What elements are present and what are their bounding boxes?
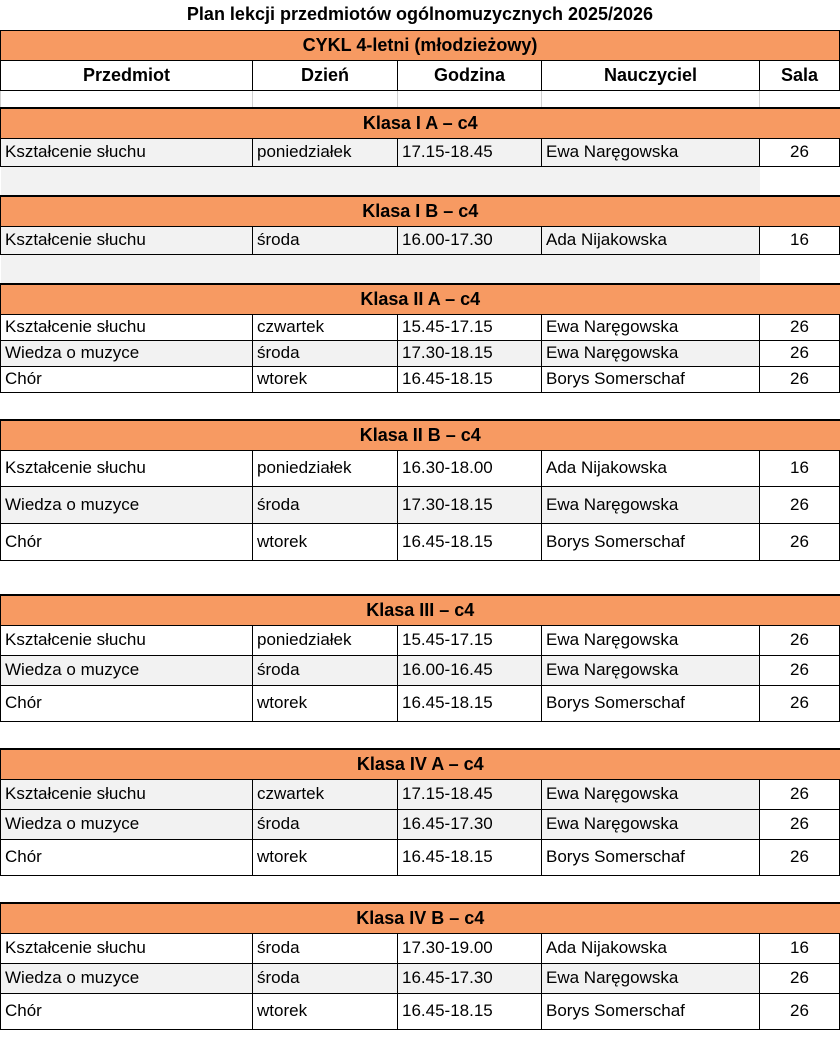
cell-subject: Kształcenie słuchu [1,625,253,655]
cell-subject: Wiedza o muzyce [1,340,253,366]
cell-time: 16.30-18.00 [398,450,542,486]
cell-day: środa [253,340,398,366]
class-header-row [1,749,840,779]
cell-day: wtorek [253,839,398,875]
spacer-cell [542,392,760,420]
cell-room: 26 [760,685,840,721]
spacer-cell [542,90,760,108]
cell-subject: Wiedza o muzyce [1,655,253,685]
class-header-row [1,903,840,933]
spacer-cell [398,721,542,749]
cell-subject: Kształcenie słuchu [1,450,253,486]
cell-day: środa [253,226,398,254]
class-header-row [1,196,840,226]
cell-teacher: Ewa Naręgowska [542,625,760,655]
cell-teacher: Ada Nijakowska [542,226,760,254]
cell-time: 15.45-17.15 [398,625,542,655]
cell-day: środa [253,933,398,963]
cell-subject: Kształcenie słuchu [1,226,253,254]
spacer-cell [398,90,542,108]
table-row [1,655,840,685]
cell-day: środa [253,963,398,993]
spacer-cell [760,560,840,595]
cell-time: 17.30-19.00 [398,933,542,963]
cell-room: 26 [760,138,840,166]
table-row [1,933,840,963]
spacer-cell [760,721,840,749]
spacer-cell [1,560,253,595]
cell-room: 26 [760,655,840,685]
spacer-cell [542,254,760,284]
spacer-cell [253,90,398,108]
class-name: Klasa I B – c4 [1,196,840,226]
table-row [1,523,840,560]
spacer-cell [253,875,398,903]
cell-subject: Chór [1,993,253,1029]
spacer-cell [253,560,398,595]
spacer-cell [253,392,398,420]
cell-room: 26 [760,314,840,340]
table-row [1,963,840,993]
cell-room: 26 [760,809,840,839]
spacer-cell [398,254,542,284]
spacer-cell [253,721,398,749]
cell-time: 16.45-18.15 [398,993,542,1029]
cell-teacher: Borys Somerschaf [542,366,760,392]
cell-day: poniedziałek [253,450,398,486]
cell-day: poniedziałek [253,625,398,655]
cell-teacher: Ewa Naręgowska [542,655,760,685]
cell-teacher: Ewa Naręgowska [542,486,760,523]
cell-day: poniedziałek [253,138,398,166]
cell-teacher: Borys Somerschaf [542,839,760,875]
cell-time: 16.45-18.15 [398,366,542,392]
cell-room: 26 [760,340,840,366]
cell-subject: Kształcenie słuchu [1,933,253,963]
column-header-subject: Przedmiot [1,60,253,90]
spacer-row [1,254,840,284]
cell-subject: Kształcenie słuchu [1,314,253,340]
cell-teacher: Ewa Naręgowska [542,314,760,340]
cell-teacher: Borys Somerschaf [542,523,760,560]
cell-subject: Kształcenie słuchu [1,138,253,166]
cell-room: 26 [760,963,840,993]
class-header-row [1,284,840,314]
cell-day: wtorek [253,685,398,721]
cell-teacher: Ewa Naręgowska [542,340,760,366]
spacer-cell [542,560,760,595]
class-header-row [1,595,840,625]
spacer-cell [1,721,253,749]
cell-time: 15.45-17.15 [398,314,542,340]
spacer-cell [1,90,253,108]
spacer-cell [398,392,542,420]
column-header-time: Godzina [398,60,542,90]
spacer-cell [253,254,398,284]
cell-teacher: Ada Nijakowska [542,450,760,486]
cell-time: 17.15-18.45 [398,138,542,166]
spacer-cell [398,875,542,903]
table-row [1,340,840,366]
cell-subject: Wiedza o muzyce [1,486,253,523]
column-header-room: Sala [760,60,840,90]
cell-room: 26 [760,486,840,523]
cell-subject: Wiedza o muzyce [1,809,253,839]
spacer-cell [1,166,253,196]
spacer-cell [1,254,253,284]
cell-teacher: Ada Nijakowska [542,933,760,963]
cell-room: 26 [760,839,840,875]
spacer-cell [1,875,253,903]
cell-room: 16 [760,450,840,486]
column-header-row [1,60,840,90]
cell-teacher: Borys Somerschaf [542,685,760,721]
cell-room: 26 [760,523,840,560]
cell-day: środa [253,655,398,685]
column-header-teacher: Nauczyciel [542,60,760,90]
class-name: Klasa I A – c4 [1,108,840,138]
spacer-row [1,721,840,749]
cell-time: 16.45-18.15 [398,839,542,875]
spacer-row [1,875,840,903]
class-header-row [1,108,840,138]
cell-time: 17.30-18.15 [398,340,542,366]
spacer-row [1,90,840,108]
cell-subject: Kształcenie słuchu [1,779,253,809]
table-row [1,486,840,523]
cell-teacher: Ewa Naręgowska [542,809,760,839]
cell-subject: Chór [1,366,253,392]
column-header-day: Dzień [253,60,398,90]
spacer-cell [1,392,253,420]
cell-day: wtorek [253,993,398,1029]
spacer-row [1,166,840,196]
table-row [1,685,840,721]
cell-day: wtorek [253,366,398,392]
table-row [1,809,840,839]
table-row [1,779,840,809]
table-row [1,138,840,166]
cycle-header: CYKL 4-letni (młodzieżowy) [1,30,840,60]
cell-room: 26 [760,779,840,809]
cell-subject: Chór [1,839,253,875]
table-row [1,993,840,1029]
cell-room: 26 [760,993,840,1029]
class-name: Klasa IV B – c4 [1,903,840,933]
cell-day: środa [253,809,398,839]
class-name: Klasa IV A – c4 [1,749,840,779]
spacer-cell [542,721,760,749]
cell-time: 16.45-18.15 [398,685,542,721]
spacer-cell [542,166,760,196]
spacer-cell [398,166,542,196]
spacer-cell [760,392,840,420]
table-row [1,839,840,875]
table-row [1,226,840,254]
table-row [1,314,840,340]
cell-time: 17.30-18.15 [398,486,542,523]
spacer-row [1,392,840,420]
cell-day: czwartek [253,779,398,809]
class-name: Klasa II B – c4 [1,420,840,450]
spacer-cell [253,166,398,196]
cell-room: 16 [760,226,840,254]
cell-room: 26 [760,366,840,392]
cell-time: 16.00-17.30 [398,226,542,254]
spacer-cell [542,875,760,903]
cell-day: wtorek [253,523,398,560]
cell-teacher: Ewa Naręgowska [542,963,760,993]
spacer-cell [760,875,840,903]
cell-time: 16.45-17.30 [398,809,542,839]
spacer-cell [760,166,840,196]
cell-room: 26 [760,625,840,655]
cell-day: czwartek [253,314,398,340]
cell-time: 16.00-16.45 [398,655,542,685]
class-header-row [1,420,840,450]
cell-time: 16.45-17.30 [398,963,542,993]
cell-teacher: Ewa Naręgowska [542,138,760,166]
cell-subject: Chór [1,523,253,560]
class-name: Klasa III – c4 [1,595,840,625]
class-name: Klasa II A – c4 [1,284,840,314]
table-row [1,450,840,486]
cell-day: środa [253,486,398,523]
cell-room: 16 [760,933,840,963]
spacer-cell [398,560,542,595]
cell-time: 16.45-18.15 [398,523,542,560]
cell-teacher: Borys Somerschaf [542,993,760,1029]
cell-time: 17.15-18.45 [398,779,542,809]
cell-subject: Chór [1,685,253,721]
table-row [1,366,840,392]
page-title: Plan lekcji przedmiotów ogólnomuzycznych 2025/2026 [186,4,654,25]
table-row [1,625,840,655]
cell-subject: Wiedza o muzyce [1,963,253,993]
cell-teacher: Ewa Naręgowska [542,779,760,809]
spacer-cell [760,90,840,108]
spacer-cell [760,254,840,284]
spacer-row [1,560,840,595]
